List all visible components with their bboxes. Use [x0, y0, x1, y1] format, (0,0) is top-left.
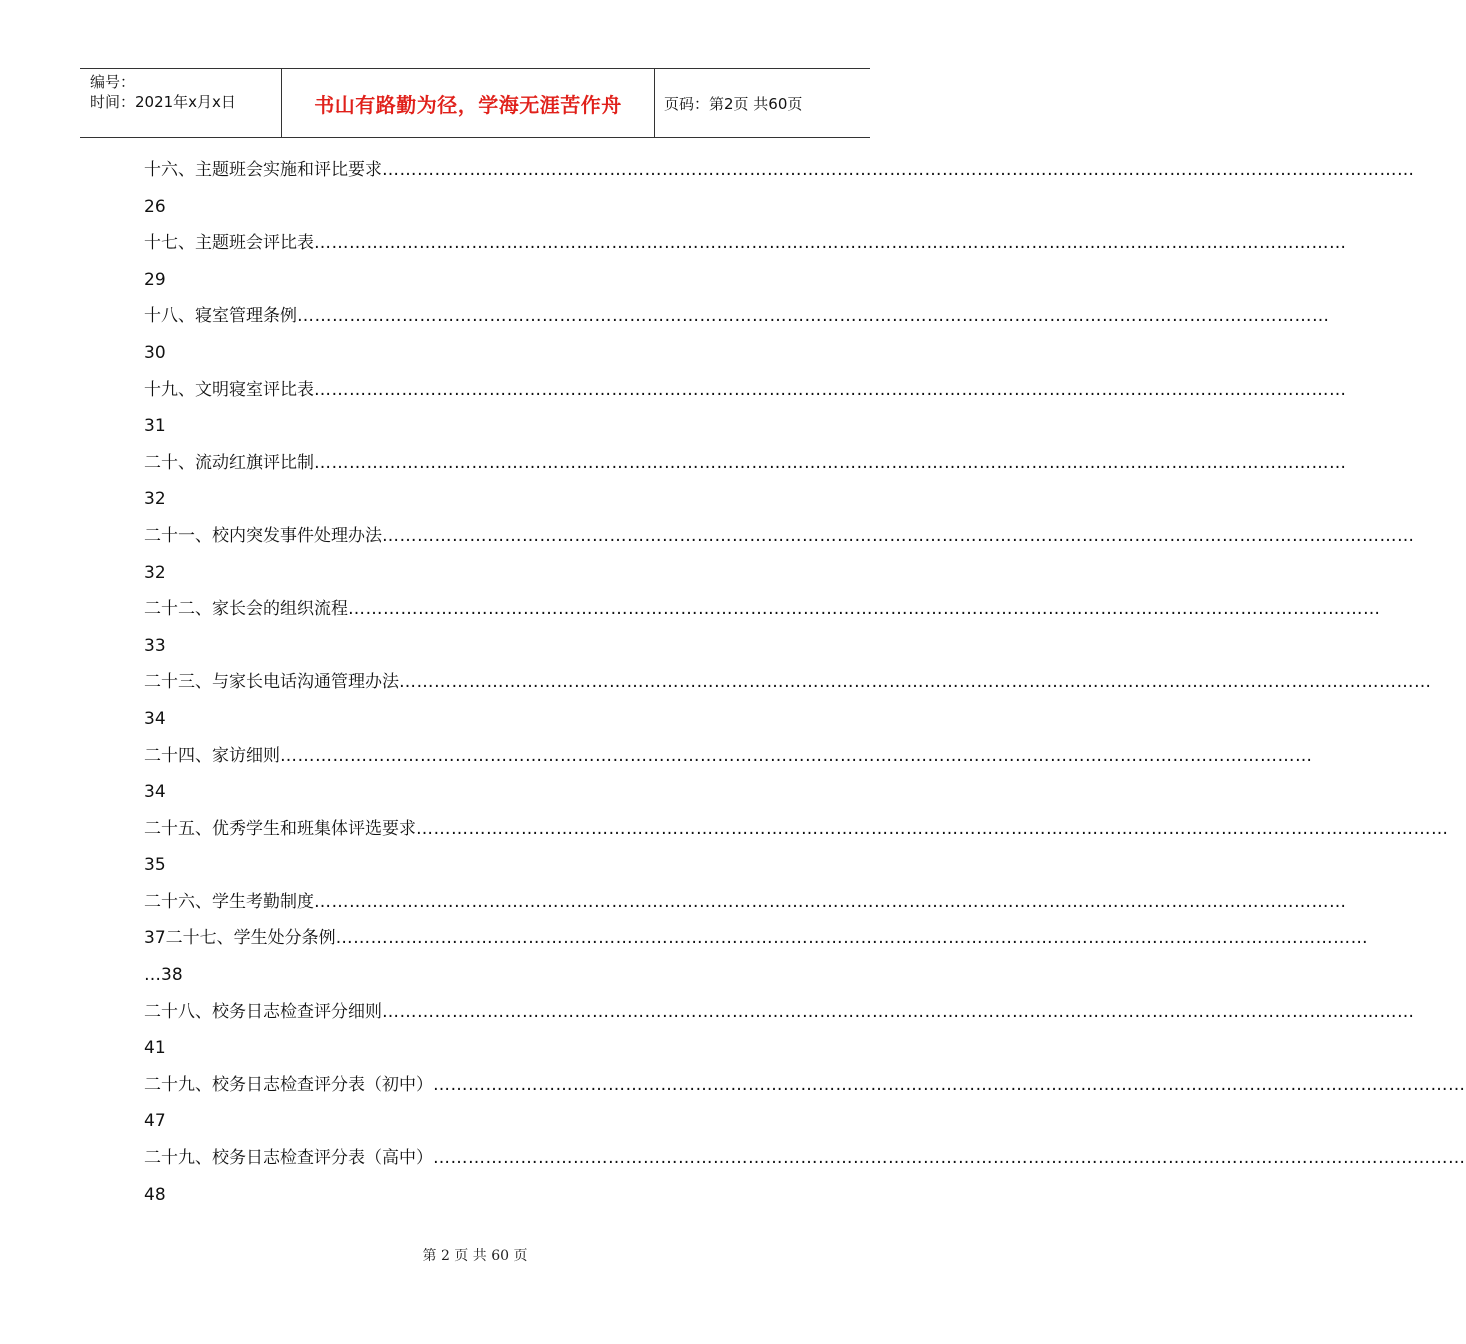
toc-page-number: 31	[144, 416, 166, 437]
toc-entry-title: 十八、寝室管理条例	[144, 306, 297, 327]
leader-dots: ……………………………………………………………………………………………………………………………………………………………	[399, 672, 1432, 693]
toc-line	[144, 664, 1432, 701]
leader-dots: ……………………………………………………………………………………………………………………………………………………………	[314, 452, 1347, 473]
toc-entry-title: 十七、主题班会评比表	[144, 233, 314, 254]
leader-dots: ……………………………………………………………………………………………………………………………………………………………	[314, 891, 1347, 912]
toc-line	[144, 372, 1347, 409]
leader-dots: ……………………………………………………………………………………………………………………………………………………………	[433, 1074, 1466, 1095]
toc-line	[144, 920, 1369, 957]
toc-page-number: 33	[144, 635, 166, 656]
toc-page-number: 32	[144, 562, 166, 583]
toc-entry-title: 二十九、校务日志检查评分表（高中）	[144, 1148, 433, 1169]
toc-line	[144, 481, 808, 518]
toc-entry-title: 二十二、家长会的组织流程	[144, 599, 348, 620]
document-number: 编号：	[90, 73, 136, 91]
toc-entry-title: 二十五、优秀学生和班集体评选要求	[144, 818, 416, 839]
toc-line	[144, 738, 1313, 775]
toc-page-number: 29	[144, 269, 166, 290]
toc-line	[144, 1177, 808, 1214]
toc-line	[144, 994, 1415, 1031]
leader-dots: ……………………………………………………………………………………………………………………………………………………………	[433, 1148, 1466, 1169]
toc-line	[144, 518, 1415, 555]
toc-line	[144, 335, 808, 372]
toc-entry-title: 二十三、与家长电话沟通管理办法	[144, 672, 399, 693]
toc-entry-title: 二十、流动红旗评比制	[144, 452, 314, 473]
toc-entry-title: 二十六、学生考勤制度	[144, 891, 314, 912]
toc-line	[144, 1103, 808, 1140]
header-page-info: 页码：第2页 共60页	[664, 94, 803, 113]
toc-line	[144, 1030, 808, 1067]
leader-dots: ……………………………………………………………………………………………………………………………………………………………	[382, 160, 1415, 180]
toc-line	[144, 774, 808, 811]
toc-page-number: 32	[144, 489, 166, 510]
toc-entry-title: 37二十七、学生处分条例	[144, 928, 336, 949]
toc-page-number: 47	[144, 1111, 166, 1132]
toc-line	[144, 1140, 1466, 1177]
toc-page-number: 35	[144, 855, 166, 876]
toc-line	[144, 628, 808, 665]
header-meta	[80, 69, 282, 137]
toc-page-number: …38	[144, 965, 183, 986]
toc-line	[144, 225, 1347, 262]
leader-dots: ……………………………………………………………………………………………………………………………………………………………	[416, 818, 1449, 839]
toc-line	[144, 408, 808, 445]
toc-line	[144, 152, 1415, 189]
toc-page-number: 34	[144, 782, 166, 803]
toc-line	[144, 298, 1330, 335]
toc-entry-title: 二十四、家访细则	[144, 745, 280, 766]
toc-page-number: 48	[144, 1184, 166, 1205]
toc-page-number: 26	[144, 196, 166, 217]
toc-line	[144, 1067, 1466, 1104]
leader-dots: ……………………………………………………………………………………………………………………………………………………………	[280, 745, 1313, 766]
toc-entry-title: 二十九、校务日志检查评分表（初中）	[144, 1074, 433, 1095]
leader-dots: ……………………………………………………………………………………………………………………………………………………………	[382, 1001, 1415, 1022]
leader-dots: ……………………………………………………………………………………………………………………………………………………………	[382, 525, 1415, 546]
toc-line	[144, 555, 808, 592]
leader-dots: ……………………………………………………………………………………………………………………………………………………………	[314, 233, 1347, 254]
table-of-contents	[144, 152, 1466, 1213]
leader-dots: ……………………………………………………………………………………………………………………………………………………………	[335, 928, 1369, 949]
toc-page-number: 41	[144, 1038, 166, 1059]
toc-line	[144, 811, 1449, 848]
toc-entry-title: 二十一、校内突发事件处理办法	[144, 525, 382, 546]
document-date: 时间：2021年x月x日	[90, 93, 236, 111]
toc-line	[144, 884, 1347, 921]
toc-entry-title: 十九、文明寝室评比表	[144, 379, 314, 400]
toc-line	[144, 591, 1381, 628]
toc-line	[144, 445, 1347, 482]
leader-dots: ……………………………………………………………………………………………………………………………………………………………	[297, 306, 1330, 327]
page-footer: 第 2 页 共 60 页	[422, 1248, 528, 1264]
page-header	[80, 68, 870, 138]
leader-dots: ……………………………………………………………………………………………………………………………………………………………	[314, 379, 1347, 400]
toc-line	[144, 189, 808, 226]
toc-page-number: 30	[144, 342, 166, 363]
header-motto	[282, 69, 655, 137]
motto-text: 书山有路勤为径，学海无涯苦作舟	[314, 92, 622, 117]
toc-line	[144, 847, 808, 884]
toc-page-number: 34	[144, 708, 166, 729]
toc-entry-title: 十六、主题班会实施和评比要求	[144, 160, 382, 180]
toc-line	[144, 957, 808, 994]
toc-entry-title: 二十八、校务日志检查评分细则	[144, 1001, 382, 1022]
toc-line	[144, 701, 808, 738]
toc-line	[144, 262, 808, 299]
leader-dots: ……………………………………………………………………………………………………………………………………………………………	[348, 599, 1381, 620]
